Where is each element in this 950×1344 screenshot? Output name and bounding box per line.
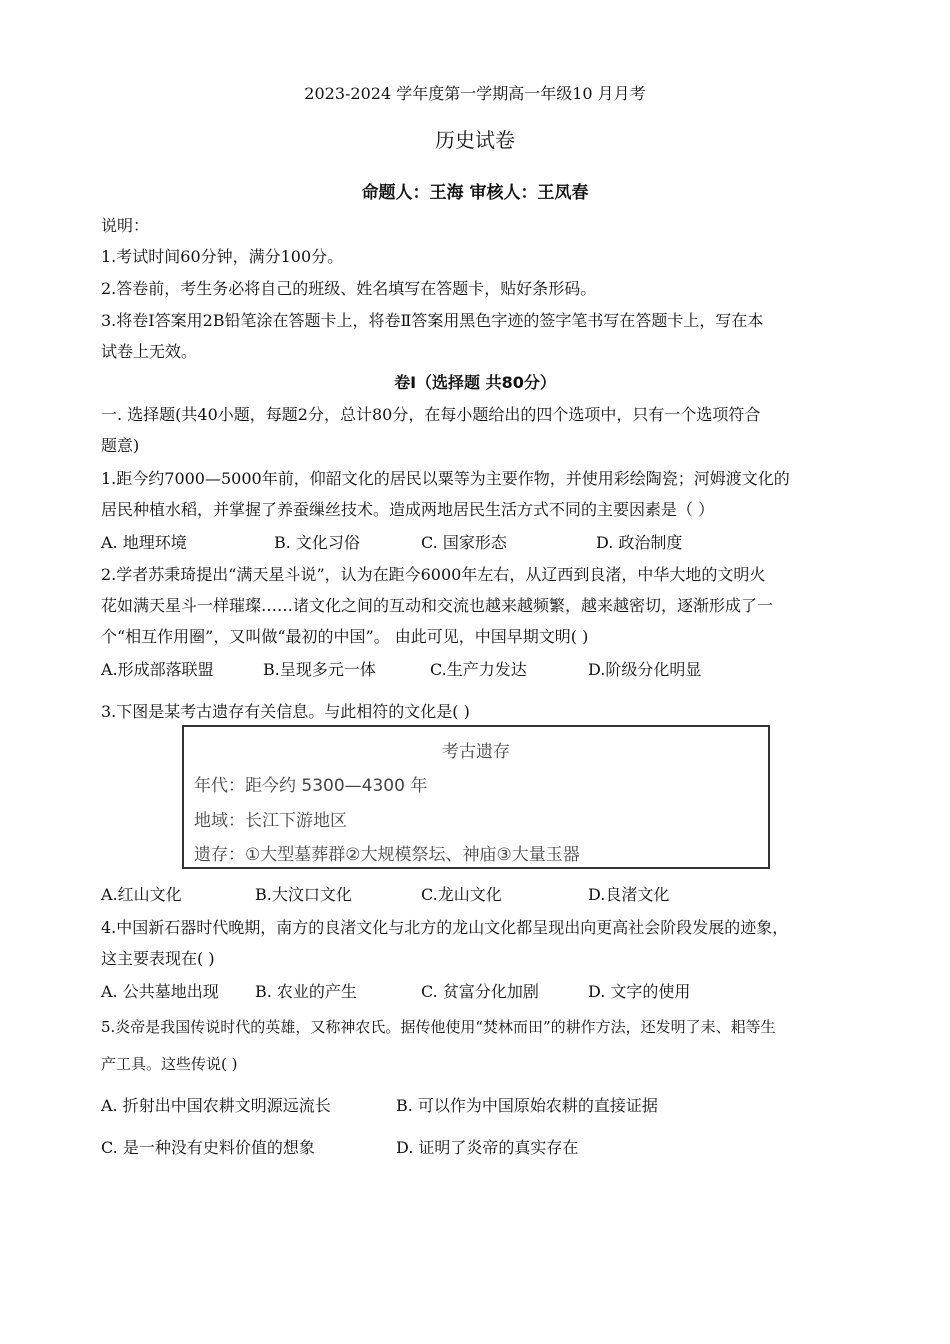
note-3-line1: 3.将卷Ⅰ答案用2B铅笔涂在答题卡上，将卷Ⅱ答案用黑色字迹的签字笔书写在答题卡上，写在本 — [101, 311, 764, 330]
q2-stem-line2: 花如满天星斗一样璀璨……诸文化之间的互动和交流也越来越频繁，越来越密切，逐渐形成了一 — [101, 596, 774, 615]
box-title: 考古遗存 — [442, 742, 510, 762]
q3-option-d: D.良渚文化 — [588, 885, 670, 904]
q2-option-a: A.形成部落联盟 — [101, 660, 214, 679]
q1-option-b: B. 文化习俗 — [274, 533, 360, 552]
q1-stem-line2: 居民种植水稻，并掌握了养蚕缫丝技术。造成两地居民生活方式不同的主要因素是（ ） — [101, 500, 715, 519]
q5-option-a: A. 折射出中国农耕文明源远流长 — [101, 1096, 331, 1115]
q4-stem-line2: 这主要表现在( ) — [101, 949, 215, 968]
q3-option-b: B.大汶口文化 — [255, 885, 352, 904]
notes-label: 说明： — [101, 216, 150, 235]
box-row-region: 地域：长江下游地区 — [194, 811, 347, 831]
exam-header-line: 2023-2024 学年度第一学期高一年级10 月月考 — [304, 84, 646, 103]
q5-option-c: C. 是一种没有史料价值的想象 — [101, 1138, 315, 1157]
q5-option-b: B. 可以作为中国原始农耕的直接证据 — [396, 1096, 658, 1115]
q2-stem-line1: 2.学者苏秉琦提出“满天星斗说”，认为在距今6000年左右，从辽西到良渚，中华大地的文明火 — [101, 565, 766, 584]
q1-option-d: D. 政治制度 — [596, 533, 683, 552]
q4-option-b: B. 农业的产生 — [255, 982, 357, 1001]
q2-option-c: C.生产力发达 — [430, 660, 527, 679]
note-1: 1.考试时间60分钟，满分100分。 — [101, 247, 344, 266]
q2-stem-line3: 个“相互作用圈”，又叫做“最初的中国”。 由此可见，中国早期文明( ) — [101, 627, 589, 646]
q3-option-c: C.龙山文化 — [421, 885, 502, 904]
section-intro-line2: 题意) — [101, 436, 140, 455]
section-title: 卷Ⅰ（选择题 共80分） — [394, 373, 556, 392]
q4-option-d: D. 文字的使用 — [588, 982, 691, 1001]
q5-stem-line2: 产工具。这些传说( ) — [101, 1055, 238, 1073]
q2-option-d: D.阶级分化明显 — [588, 660, 702, 679]
q4-option-a: A. 公共墓地出现 — [101, 982, 219, 1001]
q1-stem-line1: 1.距今约7000—5000年前，仰韶文化的居民以粟等为主要作物，并使用彩绘陶瓷；河姆渡文化的 — [101, 469, 790, 488]
archaeology-info-box — [182, 725, 770, 869]
box-row-era: 年代：距今约 5300—4300 年 — [194, 776, 428, 796]
q1-option-a: A. 地理环境 — [101, 533, 187, 552]
section-intro-line1: 一. 选择题(共40小题，每题2分，总计80分，在每小题给出的四个选项中，只有一个选项符合 — [101, 405, 761, 424]
box-row-remains: 遗存：①大型墓葬群②大规模祭坛、神庙③大量玉器 — [194, 845, 580, 865]
note-2: 2.答卷前，考生务必将自己的班级、姓名填写在答题卡，贴好条形码。 — [101, 279, 597, 298]
exam-subject-title: 历史试卷 — [435, 128, 515, 152]
q4-option-c: C. 贫富分化加剧 — [421, 982, 539, 1001]
q5-stem-line1: 5.炎帝是我国传说时代的英雄，又称神农氏。据传他使用“焚林而田”的耕作方法，还发明了耒、耜等生 — [101, 1018, 776, 1036]
q3-stem: 3.下图是某考古遗存有关信息。与此相符的文化是( ) — [101, 702, 470, 721]
q4-stem-line1: 4.中国新石器时代晚期，南方的良渚文化与北方的龙山文化都呈现出向更高社会阶段发展的迹象， — [101, 918, 789, 937]
q5-option-d: D. 证明了炎帝的真实存在 — [396, 1138, 579, 1157]
q1-option-c: C. 国家形态 — [421, 533, 507, 552]
note-3-line2: 试卷上无效。 — [101, 342, 198, 361]
q2-option-b: B.呈现多元一体 — [263, 660, 376, 679]
q3-option-a: A.红山文化 — [101, 885, 182, 904]
exam-authors: 命题人：王海 审核人：王凤春 — [361, 183, 589, 203]
